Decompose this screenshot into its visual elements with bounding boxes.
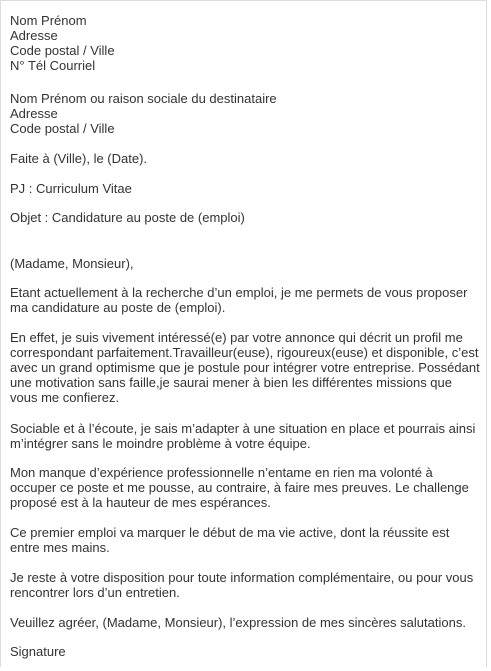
subject-line: Objet : Candidature au poste de (emploi)	[10, 210, 245, 225]
place-date: Faite à (Ville), le (Date).	[10, 151, 148, 166]
sender-address: Adresse	[10, 28, 58, 43]
sender-name: Nom Prénom	[10, 13, 87, 28]
body-paragraph-2: En effet, je suis vivement intéressé(e) par votre annonce qui décrit un profil me correspondant parfaitement.Travailleur(euse), rigoureux(euse) et disponible, c’est avec un grand optimisme que je postule pour intégrer votre entreprise. Possédant une motivation sans faille,je saurai mener à bien les différentes missions que vous me confierez.	[10, 330, 480, 405]
recipient-address: Adresse	[10, 106, 58, 121]
body-paragraph-7: Veuillez agréer, (Madame, Monsieur), l’expression de mes sincères salutations.	[10, 615, 466, 630]
body-paragraph-6: Je reste à votre disposition pour toute information complémentaire, ou pour vous rencontrer lors d’un entretien.	[10, 570, 474, 600]
sender-block	[10, 13, 115, 73]
body-paragraph-4: Mon manque d’expérience professionnelle n’entame en rien ma volonté à occuper ce poste et me pousse, au contraire, à faire mes preuves. Le challenge proposé est à la hauteur de mes espérances.	[10, 465, 469, 510]
body-paragraph-5: Ce premier emploi va marquer le début de ma vie active, dont la réussite est entre mes mains.	[10, 525, 450, 555]
attachment-line: PJ : Curriculum Vitae	[10, 181, 132, 196]
salutation: (Madame, Monsieur),	[10, 256, 134, 271]
recipient-block	[10, 91, 277, 136]
sender-contact: N° Tél Courriel	[10, 58, 96, 73]
recipient-name: Nom Prénom ou raison sociale du destinataire	[10, 91, 277, 106]
signature: Signature	[10, 644, 66, 659]
recipient-city: Code postal / Ville	[10, 121, 115, 136]
body-paragraph-3: Sociable et à l’écoute, je sais m’adapter à une situation en place et pourrais ainsi m’intégrer sans le moindre problème à votre équipe.	[10, 421, 476, 451]
sender-city: Code postal / Ville	[10, 43, 115, 58]
body-paragraph-1: Etant actuellement à la recherche d’un emploi, je me permets de vous proposer ma candidature au poste de (emploi).	[10, 285, 468, 315]
